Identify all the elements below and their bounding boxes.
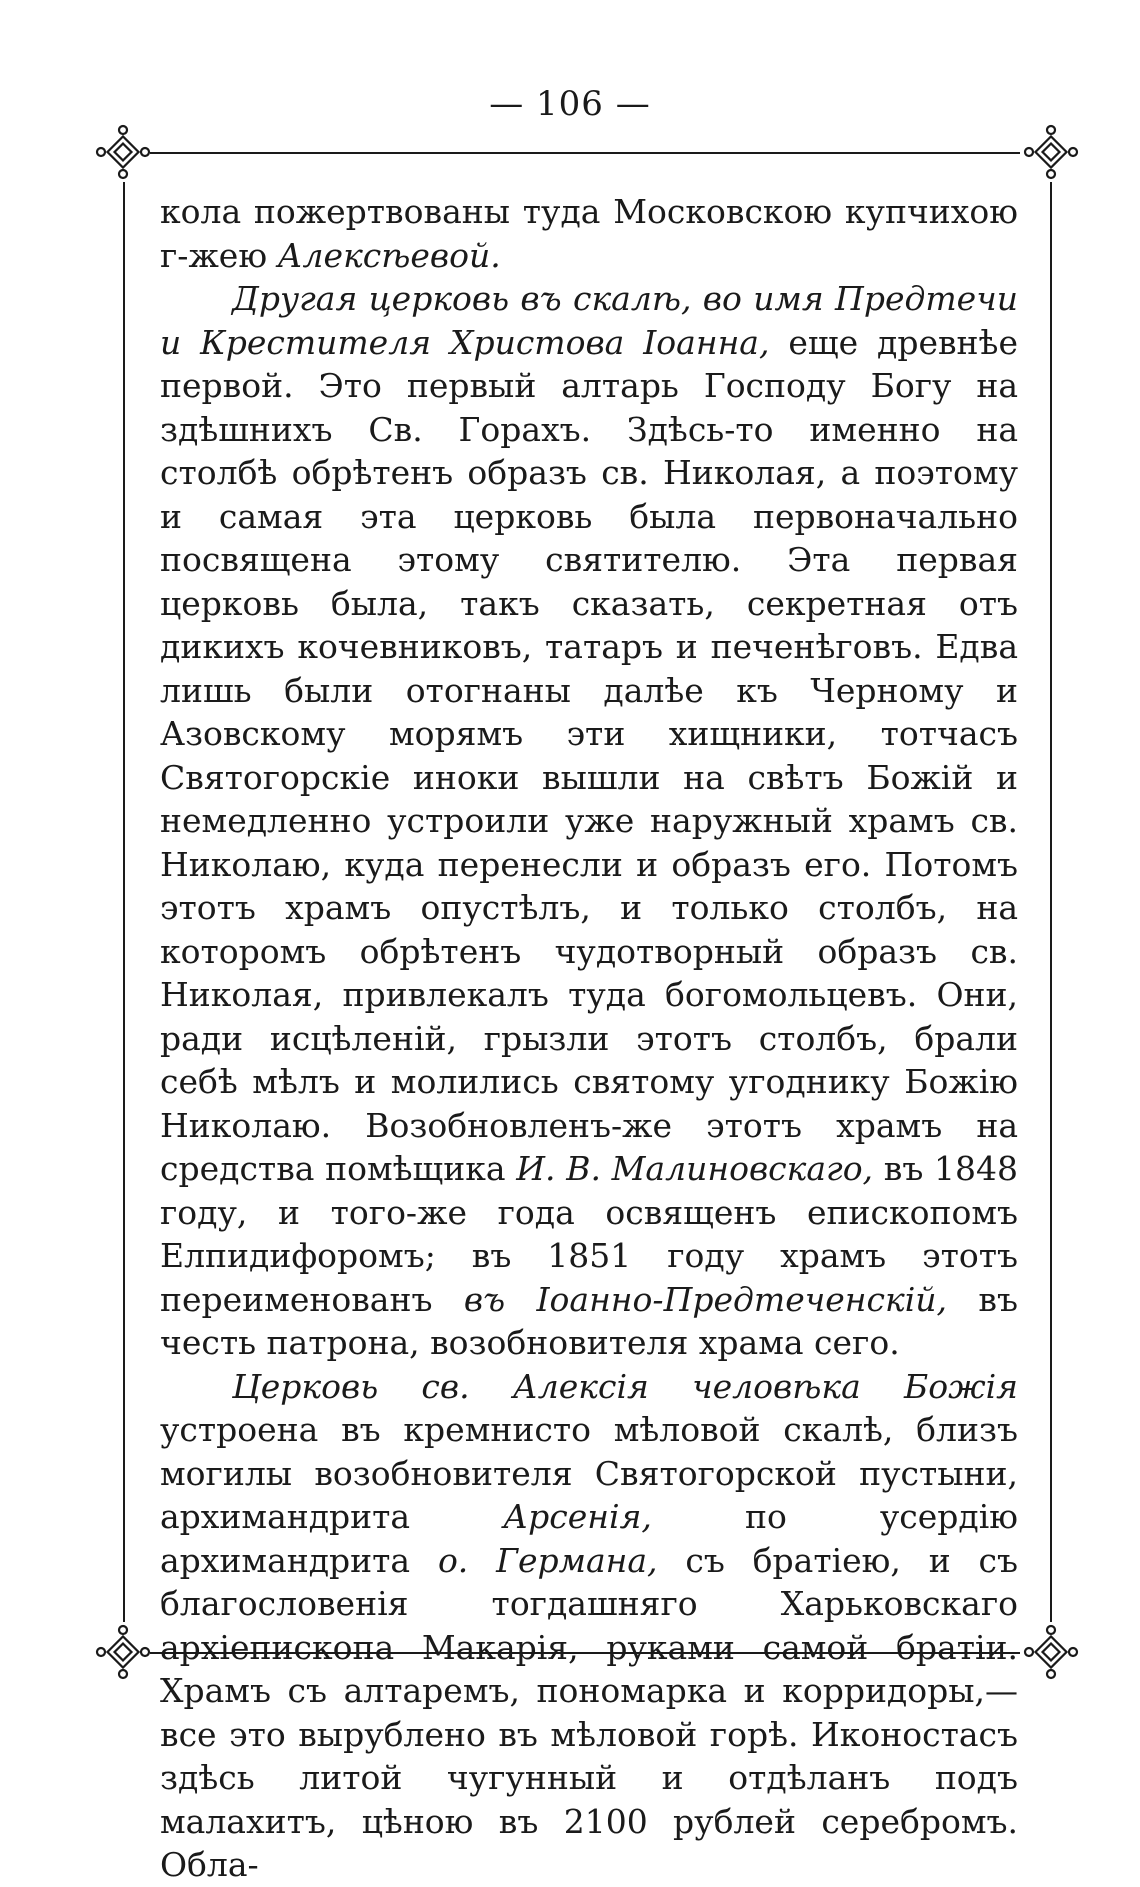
text-run: устроена въ кремнисто мѣловой скалѣ, близъ могилы возобновителя Святогорской пустыни, архимандрита: [160, 1410, 1018, 1536]
text-run: кола пожертвованы туда Московскою купчихою г-жею: [160, 192, 1018, 275]
text-run: еще древнѣе первой. Это первый алтарь Господу Богу на здѣшнихъ Св. Горахъ. Здѣсь-то именно на столбѣ обрѣтенъ образъ св. Николая, а поэтому и самая эта церковь была первоначально посвящена этому святителю. Эта первая церковь была, такъ сказать, секретная отъ дикихъ кочевниковъ, татаръ и печенѣговъ. Едва лишь были отогнаны далѣе къ Черному и Азовскому морямъ эти хищники, тотчасъ Святогорскіе иноки вышли на свѣтъ Божій и немедленно устроили уже наружный храмъ св. Николаю, куда перенесли и образъ его. Потомъ этотъ храмъ опустѣлъ, и только столбъ, на которомъ обрѣтенъ чудотворный образъ св. Николая, привлекалъ туда богомольцевъ. Они, ради исцѣленій, грызли этотъ столбъ, брали себѣ мѣлъ и молились святому угоднику Божію Николаю. Возобновленъ-же этотъ храмъ на средства помѣщика: [160, 322, 1018, 1188]
text-run: въ 1848 году, и того-же года освященъ епископомъ Елпидифоромъ; въ 1851 году храмъ этотъ переименованъ: [160, 1149, 1018, 1319]
italic-name: о. Германа,: [437, 1540, 658, 1580]
italic-church-name: въ Іоанно-Предтеченскій,: [463, 1279, 948, 1319]
paragraph-1: [160, 190, 1018, 277]
page-number: — 106 —: [489, 84, 651, 124]
text-run: съ братіею, и съ благословенія тогдашняго Харьковскаго архіепископа Макарія, руками самой братіи. Храмъ съ алтаремъ, пономарка и корридоры,—все это вырублено въ мѣловой горѣ. Иконостасъ здѣсь литой чугунный и отдѣланъ подъ малахитъ, цѣною въ 2100 рублей серебромъ. Обла-: [160, 1540, 1018, 1884]
corner-ornament-icon: [1021, 122, 1081, 182]
paragraph-3: [160, 1365, 1018, 1887]
text-run: въ честь патрона, возобновителя храма сего.: [160, 1279, 1018, 1362]
corner-ornament-icon: [93, 122, 153, 182]
italic-name: Арсенія,: [503, 1497, 652, 1536]
page-text: [160, 190, 1018, 1887]
corner-ornament-icon: [1021, 1622, 1081, 1682]
italic-church-name: Другая церковь въ скалѣ, во имя Предтечи и Крестителя Христова Іоанна,: [160, 279, 1018, 362]
italic-church-name: Церковь св. Алексія человѣка Божія: [232, 1366, 1018, 1406]
paragraph-2: [160, 277, 1018, 1365]
italic-name: Алексѣевой.: [277, 235, 501, 275]
text-run: по усердію архимандрита: [160, 1497, 1019, 1580]
corner-ornament-icon: [93, 1622, 153, 1682]
frame-left-rule: [123, 182, 125, 1622]
frame-right-rule: [1050, 182, 1052, 1622]
frame-top-rule: [150, 152, 1020, 154]
italic-name: И. В. Малиновскаго,: [516, 1149, 874, 1188]
